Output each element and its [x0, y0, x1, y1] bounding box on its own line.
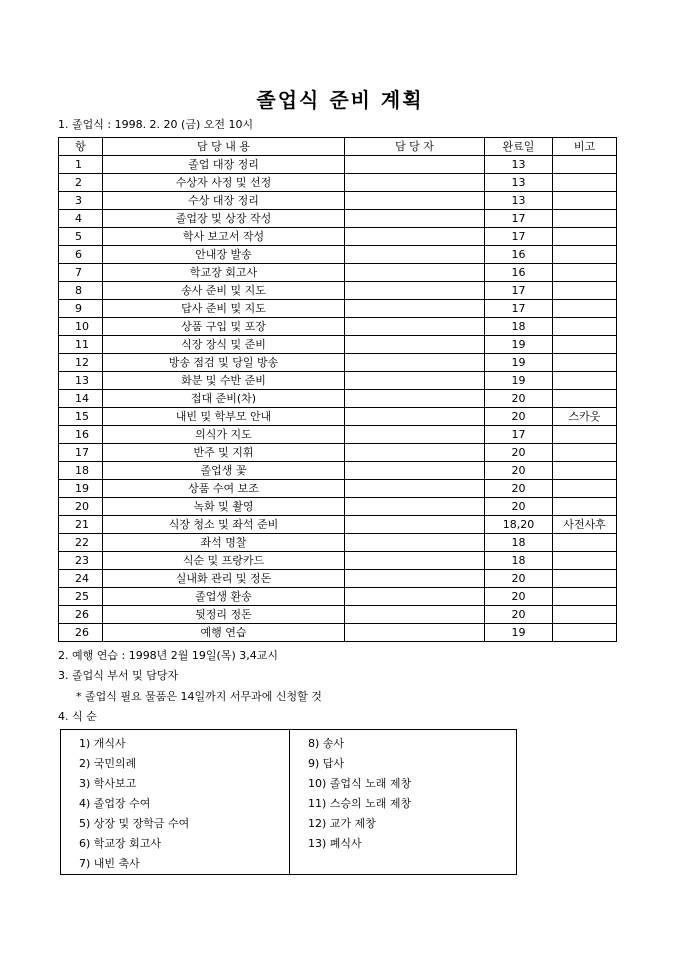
row-person: [345, 156, 485, 174]
row-due-day: 20: [485, 444, 553, 462]
table-row: [59, 336, 617, 354]
supplies-note: * 졸업식 필요 물품은 14일까지 서무과에 신청할 것: [76, 690, 322, 703]
row-note: [553, 498, 617, 516]
row-task: 졸업장 및 상장 작성: [103, 210, 345, 228]
order-item: 7) 내빈 축사: [79, 857, 140, 870]
table-row: [59, 372, 617, 390]
row-person: [345, 552, 485, 570]
row-person: [345, 246, 485, 264]
row-task: 화분 및 수반 준비: [103, 372, 345, 390]
table-row: [59, 624, 617, 642]
row-person: [345, 372, 485, 390]
row-task: 상품 구입 및 포장: [103, 318, 345, 336]
row-person: [345, 516, 485, 534]
row-note: [553, 372, 617, 390]
row-person: [345, 282, 485, 300]
row-due-day: 16: [485, 264, 553, 282]
row-number: 17: [59, 444, 103, 462]
row-person: [345, 390, 485, 408]
row-number: 21: [59, 516, 103, 534]
row-person: [345, 444, 485, 462]
row-task: 방송 점검 및 당일 방송: [103, 354, 345, 372]
row-task: 반주 및 지휘: [103, 444, 345, 462]
order-item: 11) 스승의 노래 제창: [308, 797, 412, 810]
row-number: 20: [59, 498, 103, 516]
row-number: 14: [59, 390, 103, 408]
order-right-column: [290, 730, 517, 875]
row-note: [553, 228, 617, 246]
table-row: [59, 282, 617, 300]
row-due-day: 13: [485, 156, 553, 174]
row-number: 5: [59, 228, 103, 246]
table-row: [59, 264, 617, 282]
row-note: [553, 624, 617, 642]
row-person: [345, 228, 485, 246]
row-number: 3: [59, 192, 103, 210]
header-note: 비고: [553, 138, 617, 156]
row-number: 13: [59, 372, 103, 390]
row-due-day: 19: [485, 336, 553, 354]
table-row: [59, 570, 617, 588]
row-number: 24: [59, 570, 103, 588]
row-note: [553, 606, 617, 624]
row-number: 15: [59, 408, 103, 426]
row-due-day: 19: [485, 354, 553, 372]
table-row: [59, 462, 617, 480]
row-task: 실내화 관리 및 정돈: [103, 570, 345, 588]
row-person: [345, 426, 485, 444]
row-due-day: 20: [485, 570, 553, 588]
row-person: [345, 624, 485, 642]
table-row: [59, 498, 617, 516]
row-note: [553, 570, 617, 588]
row-person: [345, 264, 485, 282]
table-row: [59, 156, 617, 174]
table-row: [59, 300, 617, 318]
ceremony-order-box: [60, 729, 517, 875]
header-person: 담 당 자: [345, 138, 485, 156]
row-due-day: 18: [485, 318, 553, 336]
row-due-day: 17: [485, 426, 553, 444]
row-due-day: 20: [485, 606, 553, 624]
row-number: 26: [59, 624, 103, 642]
row-task: 예행 연습: [103, 624, 345, 642]
row-number: 2: [59, 174, 103, 192]
row-note: [553, 336, 617, 354]
row-note: [553, 318, 617, 336]
page-title: 졸업식 준비 계획: [256, 88, 424, 112]
table-row: [59, 228, 617, 246]
row-task: 녹화 및 촬영: [103, 498, 345, 516]
table-row: [59, 318, 617, 336]
row-person: [345, 498, 485, 516]
order-item: 6) 학교장 회고사: [79, 837, 162, 850]
row-person: [345, 588, 485, 606]
row-person: [345, 606, 485, 624]
row-note: [553, 534, 617, 552]
row-note: [553, 552, 617, 570]
row-due-day: 17: [485, 228, 553, 246]
row-note: [553, 282, 617, 300]
table-row: [59, 552, 617, 570]
order-item: 10) 졸업식 노래 제창: [308, 777, 412, 790]
row-due-day: 13: [485, 174, 553, 192]
row-due-day: 19: [485, 624, 553, 642]
row-due-day: 17: [485, 282, 553, 300]
row-person: [345, 300, 485, 318]
row-due-day: 20: [485, 588, 553, 606]
row-person: [345, 354, 485, 372]
header-due-day: 완료일: [485, 138, 553, 156]
table-row: [59, 192, 617, 210]
table-row: [59, 174, 617, 192]
row-due-day: 16: [485, 246, 553, 264]
table-row: [59, 426, 617, 444]
row-number: 23: [59, 552, 103, 570]
table-row: [59, 606, 617, 624]
order-left-column: [61, 730, 290, 875]
row-number: 11: [59, 336, 103, 354]
row-person: [345, 462, 485, 480]
row-task: 상품 수여 보조: [103, 480, 345, 498]
table-row: [59, 516, 617, 534]
table-row: [59, 390, 617, 408]
row-person: [345, 534, 485, 552]
row-note: [553, 264, 617, 282]
section-2-rehearsal: 2. 예행 연습 : 1998년 2월 19일(목) 3,4교시: [58, 649, 279, 662]
row-note: [553, 354, 617, 372]
order-item: 13) 폐식사: [308, 837, 362, 850]
table-row: [59, 480, 617, 498]
row-task: 식장 장식 및 준비: [103, 336, 345, 354]
section-3-departments: 3. 졸업식 부서 및 담당자: [58, 669, 179, 682]
row-due-day: 18,20: [485, 516, 553, 534]
row-number: 7: [59, 264, 103, 282]
row-number: 6: [59, 246, 103, 264]
row-due-day: 20: [485, 390, 553, 408]
row-person: [345, 174, 485, 192]
order-item: 2) 국민의례: [79, 757, 137, 770]
row-note: 스카웃: [553, 408, 617, 426]
header-task: 담 당 내 용: [103, 138, 345, 156]
row-person: [345, 570, 485, 588]
row-number: 25: [59, 588, 103, 606]
row-number: 12: [59, 354, 103, 372]
row-task: 식장 청소 및 좌석 준비: [103, 516, 345, 534]
section-1-ceremony-date: 1. 졸업식 : 1998. 2. 20 (금) 오전 10시: [58, 118, 254, 131]
row-note: [553, 300, 617, 318]
row-note: [553, 174, 617, 192]
row-number: 10: [59, 318, 103, 336]
order-item: 8) 송사: [308, 737, 345, 750]
row-due-day: 20: [485, 498, 553, 516]
order-item: 5) 상장 및 장학금 수여: [79, 817, 190, 830]
row-due-day: 20: [485, 462, 553, 480]
order-item: 3) 학사보고: [79, 777, 137, 790]
row-task: 졸업생 꽃: [103, 462, 345, 480]
row-person: [345, 408, 485, 426]
table-row: [59, 354, 617, 372]
row-task: 학사 보고서 작성: [103, 228, 345, 246]
row-due-day: 17: [485, 210, 553, 228]
section-4-program: 4. 식 순: [58, 710, 97, 723]
order-item: 12) 교가 제창: [308, 817, 376, 830]
table-row: [59, 444, 617, 462]
order-item: 1) 개식사: [79, 737, 126, 750]
row-due-day: 18: [485, 534, 553, 552]
row-number: 22: [59, 534, 103, 552]
row-number: 19: [59, 480, 103, 498]
row-due-day: 19: [485, 372, 553, 390]
row-task: 접대 준비(차): [103, 390, 345, 408]
row-task: 안내장 발송: [103, 246, 345, 264]
row-task: 학교장 회고사: [103, 264, 345, 282]
row-person: [345, 210, 485, 228]
row-task: 내빈 및 학부모 안내: [103, 408, 345, 426]
row-task: 좌석 명찰: [103, 534, 345, 552]
table-header-row: [59, 138, 617, 156]
row-task: 졸업 대장 정리: [103, 156, 345, 174]
row-note: [553, 462, 617, 480]
row-task: 답사 준비 및 지도: [103, 300, 345, 318]
row-number: 9: [59, 300, 103, 318]
row-note: 사전사후: [553, 516, 617, 534]
row-number: 18: [59, 462, 103, 480]
row-note: [553, 156, 617, 174]
row-person: [345, 192, 485, 210]
row-note: [553, 192, 617, 210]
table-row: [59, 588, 617, 606]
row-task: 의식가 지도: [103, 426, 345, 444]
row-number: 26: [59, 606, 103, 624]
order-item: 9) 답사: [308, 757, 345, 770]
row-number: 8: [59, 282, 103, 300]
row-task: 수상자 사정 및 선정: [103, 174, 345, 192]
row-note: [553, 390, 617, 408]
table-row: [59, 534, 617, 552]
row-due-day: 17: [485, 300, 553, 318]
row-task: 졸업생 환송: [103, 588, 345, 606]
row-person: [345, 336, 485, 354]
table-row: [59, 408, 617, 426]
row-task: 수상 대장 정리: [103, 192, 345, 210]
row-note: [553, 426, 617, 444]
row-note: [553, 444, 617, 462]
row-number: 16: [59, 426, 103, 444]
row-task: 뒷정리 정돈: [103, 606, 345, 624]
row-note: [553, 480, 617, 498]
row-due-day: 20: [485, 408, 553, 426]
table-row: [59, 210, 617, 228]
row-number: 1: [59, 156, 103, 174]
row-note: [553, 246, 617, 264]
row-person: [345, 318, 485, 336]
row-due-day: 20: [485, 480, 553, 498]
row-task: 송사 준비 및 지도: [103, 282, 345, 300]
row-note: [553, 210, 617, 228]
row-due-day: 13: [485, 192, 553, 210]
row-number: 4: [59, 210, 103, 228]
header-no: 항: [59, 138, 103, 156]
preparation-table: [58, 137, 617, 642]
table-row: [59, 246, 617, 264]
row-note: [553, 588, 617, 606]
row-person: [345, 480, 485, 498]
order-item: 4) 졸업장 수여: [79, 797, 151, 810]
row-due-day: 18: [485, 552, 553, 570]
row-task: 식순 및 프랑카드: [103, 552, 345, 570]
